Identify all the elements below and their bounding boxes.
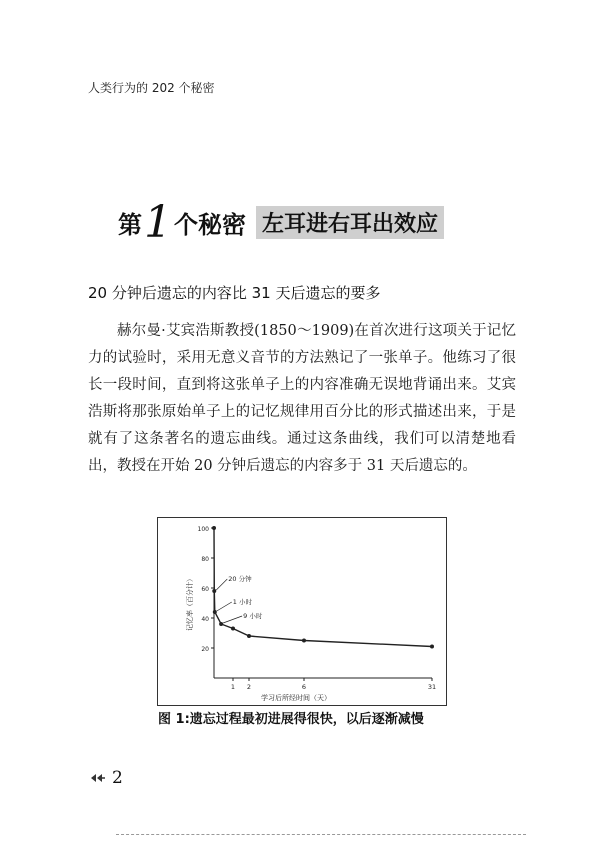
y-axis-label: 记忆率（百分计） — [186, 575, 194, 631]
scan-artifact-line — [116, 834, 526, 835]
body-paragraph: 赫尔曼·艾宾浩斯教授(1850～1909)在首次进行这项关于记忆力的试验时，采用无意义音节的方法熟记了一张单子。他练习了很长一段时间，直到将这张单子上的内容准确无误地背诵出来。艾宾浩斯将那张原始单子上的记忆规律用百分比的形式描述出来，于是就有了这条著名的遗忘曲线。通过这条曲线，我们可以清楚地看出，教授在开始 20 分钟后遗忘的内容多于 31 天后遗忘的。 — [88, 323, 516, 474]
page-number: 2 — [112, 768, 123, 788]
running-header: 人类行为的 202 个秘密 — [88, 81, 215, 95]
data-point — [302, 639, 306, 643]
annotation-leader — [217, 602, 232, 611]
annotation-label: 9 小时 — [243, 612, 263, 620]
y-tick-label: 80 — [201, 556, 209, 563]
data-point — [219, 622, 223, 626]
x-axis-label: 学习后所经时间（天） — [261, 694, 331, 702]
figure-frame — [157, 517, 447, 706]
chapter-title: 左耳进右耳出效应 — [256, 206, 444, 239]
y-tick-label: 100 — [197, 526, 209, 533]
figure-caption: 图 1:遗忘过程最初进展得很快，以后逐渐减慢 — [158, 712, 424, 727]
x-tick-label: 1 — [230, 683, 236, 691]
data-point — [231, 627, 235, 631]
y-tick-label: 20 — [201, 646, 209, 653]
chapter-suffix: 个秘密 — [174, 210, 246, 239]
data-point — [430, 645, 434, 649]
forgetting-curve-chart — [158, 518, 446, 705]
data-point — [212, 526, 216, 530]
chapter-prefix: 第 — [118, 210, 142, 239]
annotation-label: 20 分钟 — [228, 575, 252, 583]
forgetting-curve-line — [214, 528, 432, 647]
x-tick-label: 2 — [246, 683, 252, 691]
annotation-leader — [223, 616, 242, 623]
section-heading: 20 分钟后遗忘的内容比 31 天后遗忘的要多 — [88, 284, 381, 302]
data-point — [213, 610, 217, 614]
data-point — [212, 589, 216, 593]
annotation-label: 1 小时 — [232, 598, 253, 606]
x-tick-label: 6 — [301, 683, 307, 691]
annotation-leader — [216, 579, 227, 590]
data-point — [247, 634, 251, 638]
x-tick-label: 31 — [427, 683, 437, 691]
chapter-number: 1 — [144, 196, 172, 248]
chapter-heading — [118, 196, 444, 248]
y-tick-label: 40 — [201, 616, 209, 623]
leaf-ornament-icon — [90, 772, 106, 784]
y-tick-label: 60 — [201, 586, 209, 593]
page-footer — [90, 768, 123, 788]
